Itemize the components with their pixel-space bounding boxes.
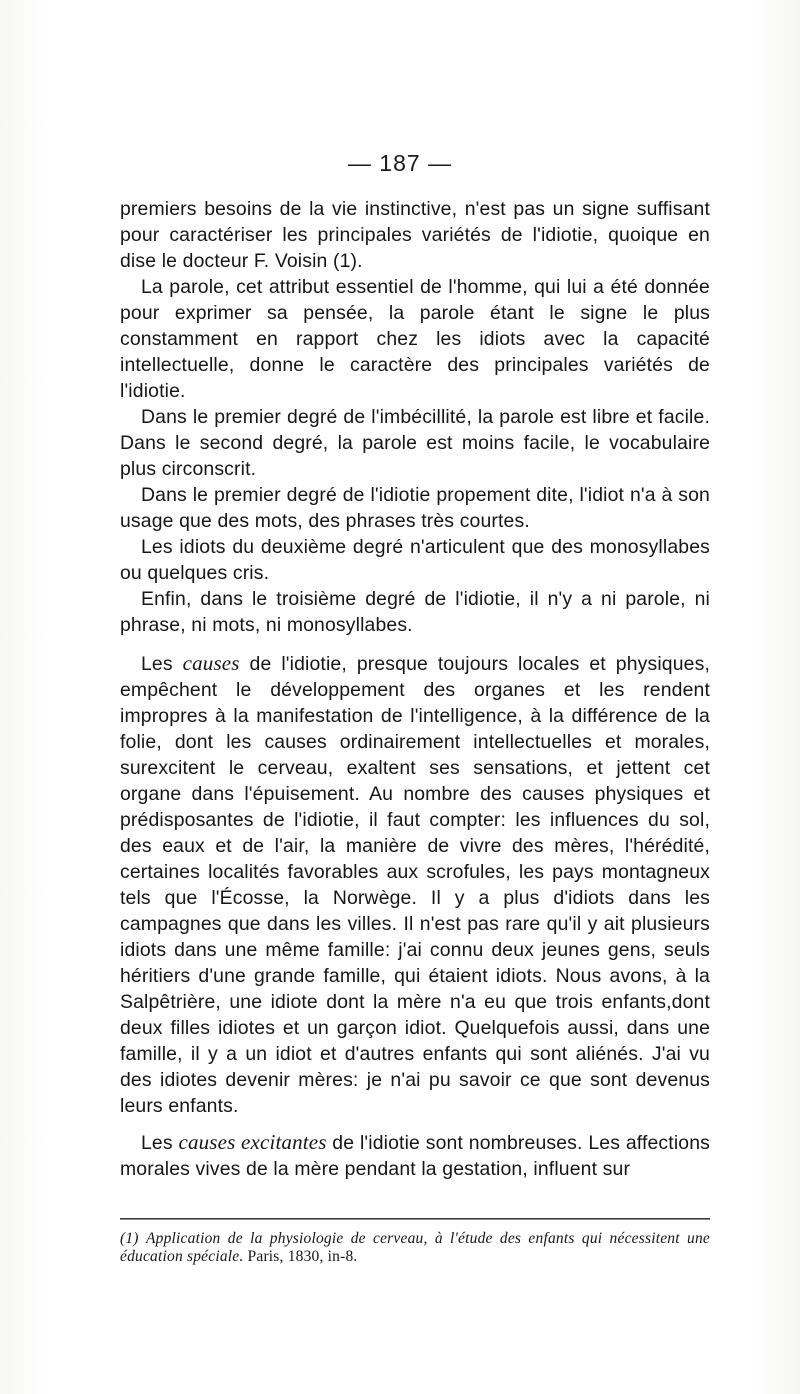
paragraph-4: Dans le premier degré de l'idiotie propement dite, l'idiot n'a à son usage que des mots, des phrases très courtes. [120,484,710,532]
paragraph-6: Enfin, dans le troisième degré de l'idiotie, il n'y a ni parole, ni phrase, ni mots, ni monosyllabes. [120,588,710,636]
paragraph-8 [120,1129,710,1182]
paragraph-7-emphasis: causes [182,651,240,675]
paragraph-2: La parole, cet attribut essentiel de l'homme, qui lui a été donnée pour exprimer sa pensée, la parole étant le signe le plus constamment en rapport chez les idiots avec la capacité intellectuelle, donne le caractère des principales variétés de l'idiotie. [120,276,710,402]
paragraph-5: Les idiots du deuxième degré n'articulent que des monosyllabes ou quelques cris. [120,536,710,584]
footnote-publication: Paris, 1830, in-8. [243,1248,358,1265]
body-text [120,196,710,1182]
paragraph-8-text: de l'idiotie sont nombreuses. Les affections morales vives de la mère pendant la gestation, influent sur [120,1132,710,1180]
paragraph-1: premiers besoins de la vie instinctive, n'est pas un signe suffisant pour caractériser les principales variétés de l'idiotie, quoique en dise le docteur F. Voisin (1). [120,198,710,272]
paragraph-3: Dans le premier degré de l'imbécillité, la parole est libre et facile. Dans le second degré, la parole est moins facile, le vocabulaire plus circonscrit. [120,406,710,480]
footnote-marker: (1) [120,1230,139,1247]
paragraph-8-emphasis: causes excitantes [178,1130,327,1154]
paragraph-7-lead: Les [141,653,183,675]
footnote-rule [120,1218,710,1220]
paragraph-7 [120,650,710,1119]
paragraph-7-text: de l'idiotie, presque toujours locales et physiques, empêchent le développement des organes et les rendent impropres à la manifestation de l'intelligence, à la différence de la folie, dont les causes ordinairement intellectuelles et morales, surexcitent le cerveau, exaltent ses sensations, et jettent cet organe dans l'épuisement. Au nombre des causes physiques et prédisposantes de l'idiotie, il faut compter: les influences du sol, des eaux et de l'air, la manière de vivre des mères, l'hérédité, certaines localités favorables aux scrofules, les pays montagneux tels que l'Écosse, la Norwège. Il y a plus d'idiots dans les campagnes que dans les villes. Il n'est pas rare qu'il y ait plusieurs idiots dans une même famille: j'ai connu deux jeunes gens, seuls héritiers d'une grande famille, qui étaient idiots. Nous avons, à la Salpêtrière, une idiote dont la mère n'a eu que trois enfants,dont deux filles idiotes et un garçon idiot. Quelquefois aussi, dans une famille, il y a un idiot et d'autres enfants qui sont aliénés. J'ai vu des idiotes devenir mères: je n'ai pu savoir ce que sont devenus leurs enfants. [120,653,710,1117]
page-number: — 187 — [347,150,453,176]
footnote [120,1230,710,1266]
paragraph-8-lead: Les [141,1132,179,1154]
footnote-title: Application de la physiologie de cerveau, à l'étude des enfants qui nécessitent une éducation spéciale. [120,1230,711,1265]
